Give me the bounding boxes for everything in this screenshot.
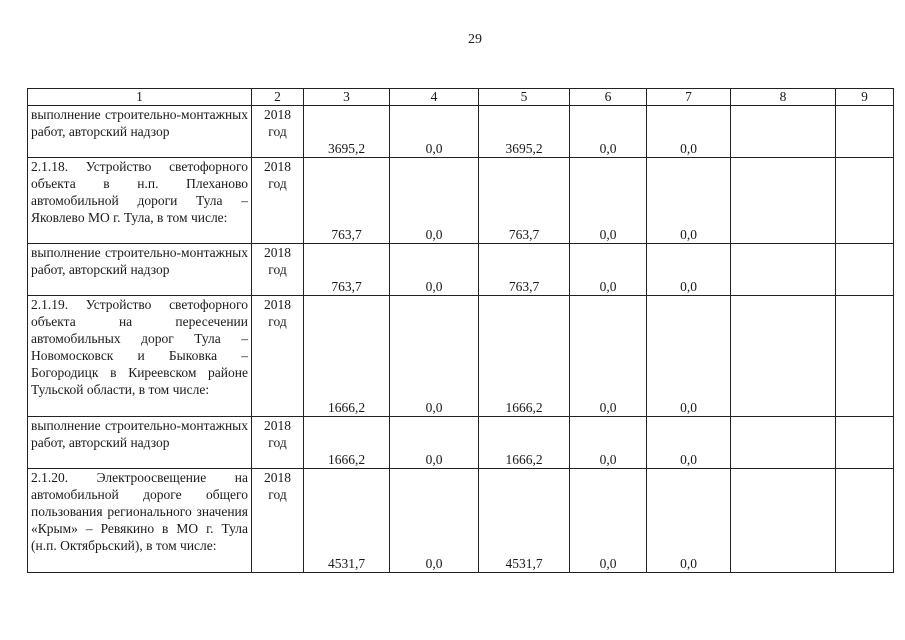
table-row [28, 244, 894, 296]
row-value-col6: 0,0 [570, 244, 647, 296]
row-value-col4: 0,0 [390, 158, 479, 244]
row-value-col6: 0,0 [570, 469, 647, 573]
row-value-col6: 0,0 [570, 158, 647, 244]
row-year: 2018 год [252, 106, 304, 158]
row-value-col3: 763,7 [304, 244, 390, 296]
row-value-col5: 3695,2 [479, 106, 570, 158]
column-header: 8 [731, 89, 836, 106]
column-header: 2 [252, 89, 304, 106]
column-header: 7 [647, 89, 731, 106]
row-empty-col9 [836, 158, 894, 244]
row-value-col3: 763,7 [304, 158, 390, 244]
row-empty-col9 [836, 296, 894, 417]
header-row [28, 89, 894, 106]
row-value-col5: 1666,2 [479, 296, 570, 417]
row-year: 2018 год [252, 417, 304, 469]
table-row [28, 469, 894, 573]
row-value-col4: 0,0 [390, 244, 479, 296]
row-value-col4: 0,0 [390, 296, 479, 417]
row-value-col5: 763,7 [479, 244, 570, 296]
column-header: 4 [390, 89, 479, 106]
row-description: 2.1.19. Устройство светофорного объекта на пересечении автомобильных дорог Тула – Новомосковск и Быковка – Богородицк в Киреевском районе Тульской области, в том числе: [28, 296, 252, 417]
row-description: 2.1.18. Устройство светофорного объекта в н.п. Плеханово автомобильной дороги Тула – Яковлево МО г. Тула, в том числе: [28, 158, 252, 244]
row-year: 2018 год [252, 158, 304, 244]
row-empty-col8 [731, 106, 836, 158]
row-value-col4: 0,0 [390, 417, 479, 469]
column-header: 6 [570, 89, 647, 106]
row-value-col7: 0,0 [647, 158, 731, 244]
row-year: 2018 год [252, 296, 304, 417]
row-empty-col9 [836, 417, 894, 469]
row-value-col6: 0,0 [570, 417, 647, 469]
row-value-col6: 0,0 [570, 296, 647, 417]
page-number: 29 [468, 32, 482, 47]
row-value-col3: 4531,7 [304, 469, 390, 573]
row-empty-col8 [731, 244, 836, 296]
row-value-col7: 0,0 [647, 417, 731, 469]
column-header: 9 [836, 89, 894, 106]
row-value-col7: 0,0 [647, 296, 731, 417]
column-header: 1 [28, 89, 252, 106]
row-description: 2.1.20. Электроосвещение на автомобильной дороге общего пользования регионального значения «Крым» – Ревякино в МО г. Тула (н.п. Октябрьский), в том числе: [28, 469, 252, 573]
budget-table [27, 88, 894, 573]
row-description: выполнение строительно-монтажных работ, авторский надзор [28, 417, 252, 469]
row-value-col3: 1666,2 [304, 417, 390, 469]
row-value-col5: 4531,7 [479, 469, 570, 573]
column-header: 5 [479, 89, 570, 106]
table-row [28, 296, 894, 417]
row-value-col3: 3695,2 [304, 106, 390, 158]
row-value-col5: 1666,2 [479, 417, 570, 469]
table-row [28, 158, 894, 244]
row-value-col5: 763,7 [479, 158, 570, 244]
row-empty-col9 [836, 244, 894, 296]
table-row [28, 417, 894, 469]
row-value-col6: 0,0 [570, 106, 647, 158]
row-empty-col8 [731, 158, 836, 244]
row-value-col7: 0,0 [647, 106, 731, 158]
row-empty-col8 [731, 296, 836, 417]
row-description: выполнение строительно-монтажных работ, авторский надзор [28, 106, 252, 158]
row-description: выполнение строительно-монтажных работ, авторский надзор [28, 244, 252, 296]
row-year: 2018 год [252, 244, 304, 296]
row-empty-col8 [731, 417, 836, 469]
row-value-col4: 0,0 [390, 469, 479, 573]
row-value-col4: 0,0 [390, 106, 479, 158]
row-value-col3: 1666,2 [304, 296, 390, 417]
row-value-col7: 0,0 [647, 244, 731, 296]
row-value-col7: 0,0 [647, 469, 731, 573]
row-empty-col9 [836, 469, 894, 573]
table-row [28, 106, 894, 158]
row-empty-col9 [836, 106, 894, 158]
row-year: 2018 год [252, 469, 304, 573]
column-header: 3 [304, 89, 390, 106]
row-empty-col8 [731, 469, 836, 573]
